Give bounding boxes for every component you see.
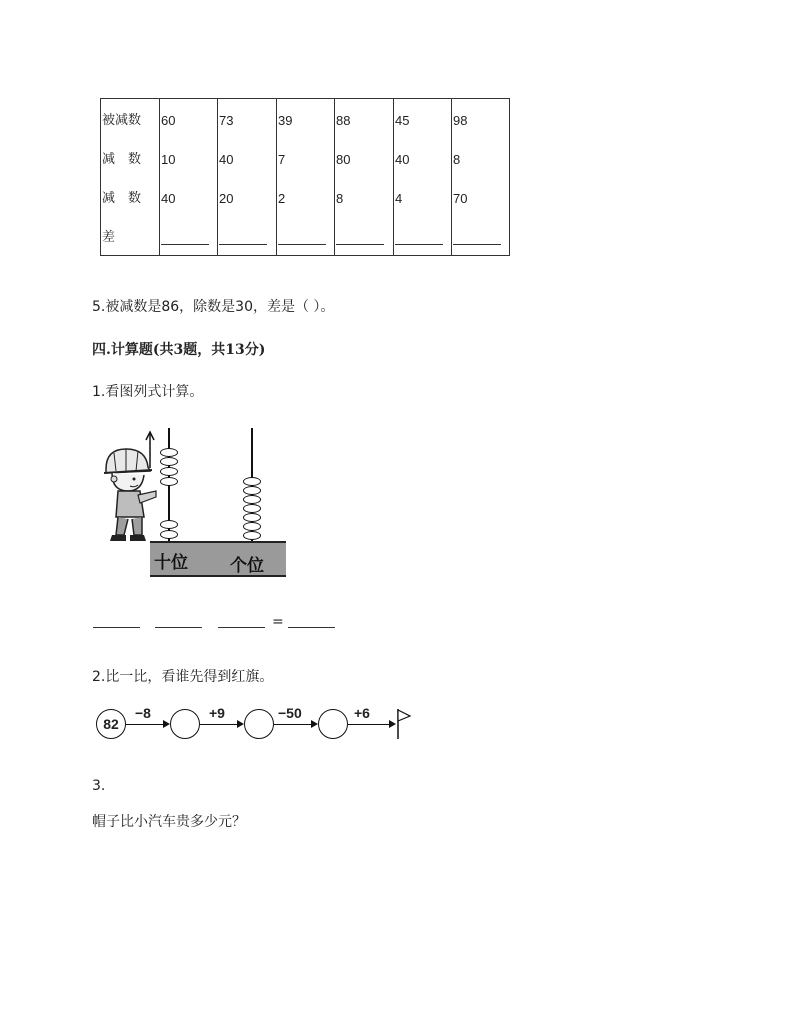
row-label-subtrahend: 减 数 [102,152,142,167]
table-cell: 45 [395,113,410,128]
table-cell: 4 [395,191,403,206]
start-number-circle [96,709,126,739]
answer-blank[interactable] [395,244,443,245]
question-2-prompt: 2.比一比，看谁先得到红旗。 [92,669,274,685]
section-heading: 四.计算题(共3题，共13分) [92,342,266,358]
table-column-divider [217,99,218,255]
arrow-line [348,724,390,725]
row-label-difference: 差 [102,230,116,245]
table-cell: 80 [336,152,351,167]
arrow-head-icon [237,720,244,728]
answer-blank[interactable] [155,627,202,628]
arrow-head-icon [389,720,396,728]
tens-bead [160,457,178,466]
tens-bead [160,477,178,486]
row-label-subtrahend: 减 数 [102,191,142,206]
ones-bead [243,531,261,540]
tens-bead [160,530,178,539]
table-cell: 39 [278,113,293,128]
up-arrow-icon [144,430,156,470]
arrow-line [200,724,238,725]
answer-blank[interactable] [336,244,384,245]
ones-bead [243,495,261,504]
answer-blank[interactable] [288,627,335,628]
table-cell: 40 [161,191,176,206]
question-1-prompt: 1.看图列式计算。 [92,384,204,400]
answer-blank[interactable] [453,244,501,245]
ones-place-label: 个位 [230,556,264,576]
ones-bead [243,477,261,486]
arrow-line [126,724,164,725]
table-cell: 98 [453,113,468,128]
table-cell: 88 [336,113,351,128]
table-cell: 8 [453,152,461,167]
subtraction-table [100,98,510,256]
ones-bead [243,486,261,495]
table-column-divider [451,99,452,255]
question-5: 5.被减数是86，除数是30，差是（ ）。 [92,299,335,315]
question-3-number: 3. [92,778,106,794]
ones-bead [243,513,261,522]
table-column-divider [276,99,277,255]
answer-circle[interactable] [170,709,200,739]
table-cell: 8 [336,191,344,206]
table-cell: 40 [219,152,234,167]
red-flag-icon [396,707,414,741]
table-cell: 70 [453,191,468,206]
table-column-divider [159,99,160,255]
table-cell: 60 [161,113,176,128]
tens-bead [160,520,178,529]
arrow-head-icon [163,720,170,728]
answer-blank[interactable] [161,244,209,245]
answer-circle[interactable] [318,709,348,739]
question-3-prompt: 帽子比小汽车贵多少元？ [92,814,246,830]
arrow-line [274,724,312,725]
table-cell: 73 [219,113,234,128]
ones-bead [243,504,261,513]
answer-blank[interactable] [93,627,140,628]
arrow-head-icon [311,720,318,728]
tens-bead [160,448,178,457]
table-column-divider [334,99,335,255]
operation-label: +9 [209,705,225,721]
table-cell: 10 [161,152,176,167]
table-cell: 2 [278,191,286,206]
start-number: 82 [103,716,119,732]
table-cell: 40 [395,152,410,167]
abacus-base [150,541,286,577]
ones-bead [243,522,261,531]
tens-bead [160,467,178,476]
table-column-divider [393,99,394,255]
answer-circle[interactable] [244,709,274,739]
operation-label: −50 [278,705,302,721]
equals-sign: = [272,614,284,630]
answer-blank[interactable] [218,627,265,628]
table-cell: 20 [219,191,234,206]
answer-blank[interactable] [278,244,326,245]
table-cell: 7 [278,152,286,167]
operation-label: −8 [135,705,151,721]
answer-blank[interactable] [219,244,267,245]
tens-place-label: 十位 [154,553,188,573]
row-label-minuend: 被减数 [102,113,142,128]
operation-label: +6 [354,705,370,721]
